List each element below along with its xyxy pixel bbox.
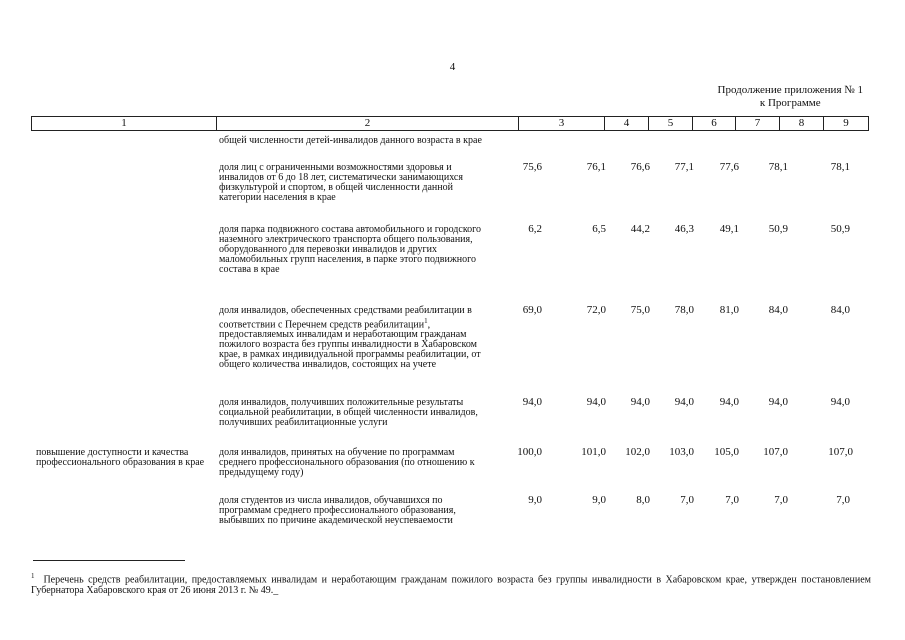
continuation-note [718,84,863,110]
row-3-indicator [219,306,485,370]
row-2-value-8: 50,9 [768,223,788,235]
header-cell-6: 6 [693,117,736,130]
continuation-line-2: к Программе [759,97,821,109]
row-1-value-4: 76,1 [586,161,606,173]
row-5-value-3: 100,0 [517,446,542,458]
row-5-task: повышение доступности и качества профессионального образования в крае [36,447,205,468]
header-cell-2: 2 [217,117,519,130]
row-2-value-5: 44,2 [630,223,650,235]
table-header [31,116,869,131]
row-1-value-8: 78,1 [768,161,788,173]
page-number: 4 [449,61,456,73]
row-1-value-3: 75,6 [522,161,542,173]
row-5-value-6: 103,0 [669,446,694,458]
header-cell-9: 9 [843,117,849,129]
header-cell-3: 3 [519,117,605,130]
row-4-value-7: 94,0 [719,396,739,408]
row-6-indicator: доля студентов из числа инвалидов, обучавшихся по программам среднего профессионального образования, выбывших по причине академической неуспеваемости [219,495,456,526]
row-5-value-4: 101,0 [581,446,606,458]
row-3-indicator-part-b: , предоставляемых инвалидам и неработающим гражданам пожилого возраста без группы инвалидности в Хабаровском крае, в рамках индивидуальной программы реабилитации, от общего количества инвалидов, состоящих на учете [219,319,481,371]
row-2-value-3: 6,2 [528,223,542,235]
header-cell-4: 4 [605,117,649,130]
row-1-value-9: 78,1 [830,161,850,173]
row-4-value-8: 94,0 [768,396,788,408]
row-4-value-9: 94,0 [830,396,850,408]
row-5-indicator: доля инвалидов, принятых на обучение по программам среднего профессионального образования (по отношению к предыдущему году) [219,447,475,478]
footnote-divider [33,560,185,561]
row-6-value-7: 7,0 [725,494,739,506]
row-1-value-7: 77,6 [719,161,739,173]
row-3-value-4: 72,0 [586,304,606,316]
footnote-reference: 1 [424,317,428,325]
header-cell-5: 5 [649,117,693,130]
row-3-indicator-part-a: доля инвалидов, обеспеченных средствами реабилитации в соответствии с Перечнем средств реабилитации [219,305,472,331]
row-4-indicator: доля инвалидов, получивших положительные результаты социальной реабилитации, в общей численности инвалидов, получивших реабилитационные услуги [219,397,478,428]
row-3-value-8: 84,0 [768,304,788,316]
row-2-value-7: 49,1 [719,223,739,235]
row-2-indicator: доля парка подвижного состава автомобильного и городского наземного электрического транспорта общего пользования, оборудованного для перевозки инвалидов и других маломобильных групп населения, в парке этого подвижного состава в крае [219,224,482,275]
row-6-value-8: 7,0 [774,494,788,506]
footnote-mark: 1 [31,572,35,580]
row-6-value-9: 7,0 [836,494,850,506]
row-3-value-9: 84,0 [830,304,850,316]
footnote-text: Перечень средств реабилитации, предоставляемых инвалидам и неработающим гражданам пожилого возраста без группы инвалидности в Хабаровском крае, утвержден постановлением Губернатора Хабаровского края от 26 июня 2013 г. № 49._ [31,574,871,597]
row-2-value-6: 46,3 [674,223,694,235]
row-2-value-9: 50,9 [830,223,850,235]
row-6-value-3: 9,0 [528,494,542,506]
header-cell-1: 1 [32,117,217,130]
header-cell-8: 8 [780,117,824,130]
row-2-value-4: 6,5 [592,223,606,235]
row-4-value-5: 94,0 [630,396,650,408]
row-4-value-3: 94,0 [522,396,542,408]
row-6-value-4: 9,0 [592,494,606,506]
row-4-value-6: 94,0 [674,396,694,408]
header-cell-7: 7 [736,117,780,130]
row-6-value-6: 7,0 [680,494,694,506]
row-5-value-9: 107,0 [828,446,853,458]
row-5-value-5: 102,0 [625,446,650,458]
row-0-indicator: общей численности детей-инвалидов данного возраста в крае [219,135,482,146]
row-1-value-6: 77,1 [674,161,694,173]
continuation-line-1: Продолжение приложения № 1 [717,84,863,96]
row-3-value-5: 75,0 [630,304,650,316]
row-4-value-4: 94,0 [586,396,606,408]
footnote [31,571,871,596]
row-5-value-7: 105,0 [714,446,739,458]
row-1-value-5: 76,6 [630,161,650,173]
row-1-indicator: доля лиц с ограниченными возможностями здоровья и инвалидов от 6 до 18 лет, систематически занимающихся физкультурой и спортом, в общей численности данной категории населения в крае [219,162,463,203]
row-3-value-3: 69,0 [522,304,542,316]
row-6-value-5: 8,0 [636,494,650,506]
row-3-value-6: 78,0 [674,304,694,316]
row-3-value-7: 81,0 [719,304,739,316]
row-5-value-8: 107,0 [763,446,788,458]
